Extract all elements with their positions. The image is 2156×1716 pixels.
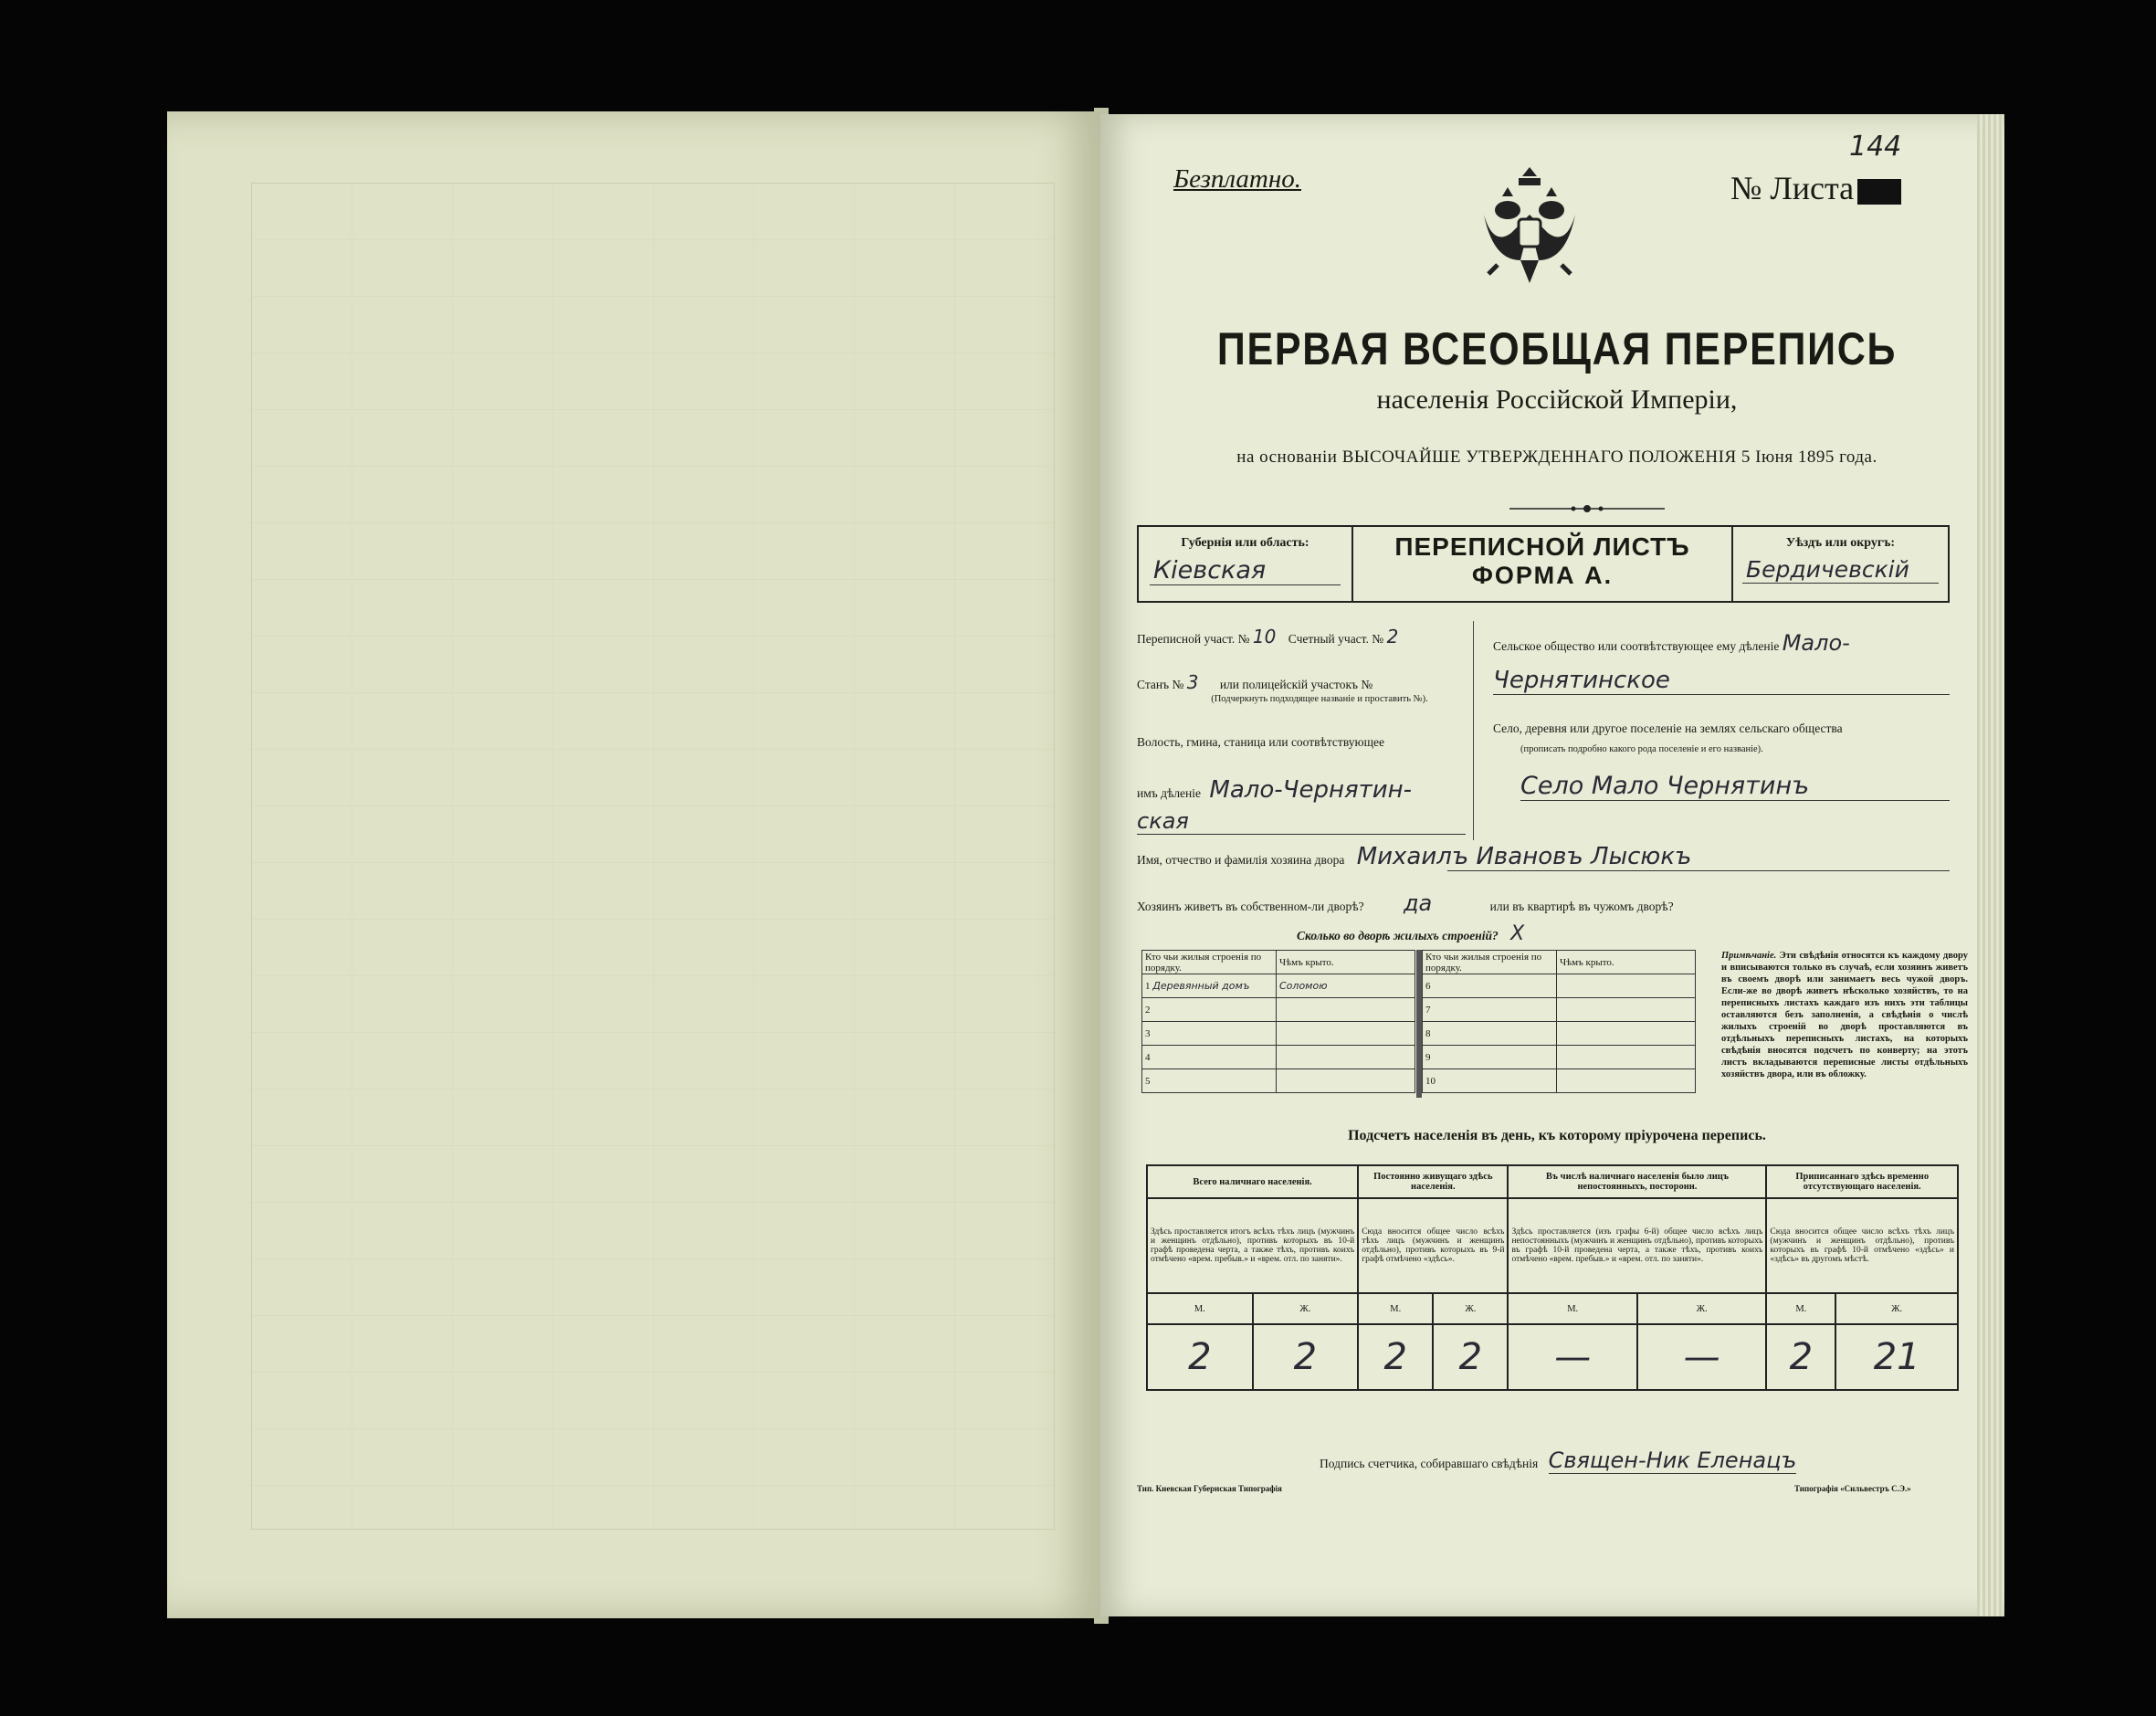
population-count-table <box>1146 1164 1959 1391</box>
table-row: 9 <box>1423 1046 1696 1069</box>
signature-line <box>1320 1448 1959 1473</box>
buildings-value: Х <box>1510 922 1525 945</box>
group-desc: Сюда вносится общее число всѣхъ тѣхъ лицъ (мужчинъ и женщинъ отдѣльно), противъ которыхъ въ 9-й графѣ отмѣчено «здѣсь». <box>1358 1198 1508 1293</box>
group-title: Приписаннаго здѣсь временно отсутствующаго населенія. <box>1766 1165 1958 1198</box>
owner-value: Михаилъ Ивановъ Лысюкъ <box>1356 843 1692 870</box>
group-title: Всего наличнаго населенія. <box>1147 1165 1358 1198</box>
table-row: 10 <box>1423 1069 1696 1093</box>
note-title: Примѣчаніе. <box>1721 951 1777 961</box>
district-box <box>1733 525 1950 603</box>
village-label: Село, деревня или другое поселеніе на землях сельскаго общества <box>1493 721 1843 735</box>
sex-label: М. <box>1508 1293 1636 1324</box>
village-value: Село Мало Чернятинъ <box>1520 772 1950 801</box>
signature-label: Подпись счетчика, собиравшаго свѣдѣнія <box>1320 1457 1539 1470</box>
group-title: Постоянно живущаго здѣсь населенія. <box>1358 1165 1508 1198</box>
underline-note: (Подчеркнуть подходящее названіе и проставить №). <box>1211 694 1428 704</box>
group-desc: Сюда вносится общее число всѣхъ тѣхъ лицъ (мужчинъ и женщинъ отдѣльно), противъ которыхъ въ графѣ 10-й отмѣчено «здѣсь» и «здѣсь» въ другомъ мѣстѣ. <box>1766 1198 1958 1293</box>
census-form-page <box>1100 114 2004 1616</box>
free-label: Безплатно. <box>1173 164 1301 194</box>
sex-label: Ж. <box>1253 1293 1359 1324</box>
sex-label: М. <box>1358 1293 1433 1324</box>
sex-label: Ж. <box>1835 1293 1958 1324</box>
table-row: 5 <box>1142 1069 1415 1093</box>
society-value-2: Чернятинское <box>1493 667 1950 695</box>
form-subtitle: населенія Россійской Имперіи, <box>1376 384 1738 415</box>
society-value: Мало- <box>1782 630 1850 656</box>
printer-left: Тип. Киевская Губернская Типографія <box>1137 1484 1282 1493</box>
counting-section-value: 2 <box>1386 626 1399 647</box>
table-row: 3 <box>1142 1022 1415 1046</box>
group-title: Въ числѣ наличнаго населенія было лицъ непостоянныхъ, посторонн. <box>1508 1165 1766 1198</box>
society-label: Сельское общество или соотвѣтствующее ему дѣленіе <box>1493 639 1780 653</box>
buildings-note <box>1721 950 1968 1080</box>
census-section-label: Переписной участ. № <box>1137 632 1250 646</box>
legal-basis: на основаніи ВЫСОЧАЙШЕ УТВЕРЖДЕННАГО ПОЛОЖЕНІЯ 5 Іюня 1895 года. <box>1236 447 1877 467</box>
count-value: 2 <box>1358 1324 1433 1390</box>
stan-line <box>1137 671 1502 693</box>
form-letter: ФОРМА А. <box>1471 562 1614 589</box>
buildings-label: Сколько во дворѣ жилыхъ строеній? <box>1297 929 1499 942</box>
society-line <box>1493 630 1968 656</box>
count-value: 2 <box>1147 1324 1253 1390</box>
admin-column-divider <box>1473 621 1474 840</box>
count-value: — <box>1637 1324 1766 1390</box>
sex-label: М. <box>1766 1293 1835 1324</box>
table-row: 4 <box>1142 1046 1415 1069</box>
owner-label: Имя, отчество и фамилія хозяина двора <box>1137 853 1345 867</box>
governorate-box <box>1137 525 1351 603</box>
stan-label: Станъ № <box>1137 678 1184 691</box>
count-title: Подсчетъ населенія въ день, къ которому пріурочена перепись. <box>1348 1128 1766 1143</box>
col-building-2: Кто чьи жилыя строенія по порядку. <box>1423 951 1557 974</box>
double-headed-eagle-emblem <box>1475 160 1584 297</box>
form-title: ПЕРВАЯ ВСЕОБЩАЯ ПЕРЕПИСЬ <box>1216 323 1898 374</box>
col-building: Кто чьи жилыя строенія по порядку. <box>1142 951 1277 974</box>
stan-value: 3 <box>1186 671 1199 693</box>
signature-value: Священ-Ник Еленацъ <box>1548 1448 1797 1473</box>
governorate-label: Губернія или область: <box>1181 536 1309 550</box>
table-row: 8 <box>1423 1022 1696 1046</box>
census-section-value: 10 <box>1252 626 1277 647</box>
lives-label-2: или въ квартирѣ въ чужомъ дворѣ? <box>1489 900 1674 913</box>
count-value: 21 <box>1835 1324 1958 1390</box>
note-text: Эти свѣдѣнія относятся къ каждому двору и вписываются только въ случаѣ, если хозяинъ живетъ въ своемъ дворѣ или занимаетъ весь чужой дворъ. Если-же во дворѣ живетъ нѣсколько хозяйствъ, то на переписныхъ листахъ каждаго изъ нихъ эти таблицы оставляются безъ заполненія, а свѣдѣнія о числѣ жилыхъ строеній во дворѣ проставляются въ отдѣльныхъ переписныхъ листахъ, на которыхъ свѣдѣнія вносятся подсчетъ по конверту; на этотъ листъ вкладываются переписные листы отдѣльныхъ хозяйствъ двора, или въ обложку. <box>1721 951 1969 1079</box>
buildings-table-left <box>1141 950 1415 1093</box>
printer-right: Типографія «Сильвестръ С.Э.» <box>1794 1484 1911 1493</box>
sex-label: Ж. <box>1637 1293 1766 1324</box>
sex-label: Ж. <box>1433 1293 1508 1324</box>
police-label: или полицейскій участокъ № <box>1219 678 1373 691</box>
page-stack-edge <box>1977 114 2003 1616</box>
form-name: ПЕРЕПИСНОЙ ЛИСТЪ <box>1394 532 1690 561</box>
group-desc: Здѣсь проставляется итогъ всѣхъ тѣхъ лицъ (мужчинъ и женщинъ отдѣльно), противъ которыхъ въ 10-й графѣ проведена черта, а также тѣхъ, противъ коихъ отмѣчено «врем. пребыв.» и «врем. отл. по заняти». <box>1147 1198 1358 1293</box>
lives-value: да <box>1403 890 1433 916</box>
volost-label-2: имъ дѣленіе <box>1137 786 1202 800</box>
census-section-line <box>1137 626 1502 647</box>
sheet-number-handwritten: 144 <box>1849 131 1902 163</box>
village-note: (прописать подробно какого рода поселеніе и его названіе). <box>1520 744 1763 754</box>
left-page-blank <box>167 111 1100 1618</box>
district-value: Бердичевскій <box>1742 556 1939 584</box>
count-value: 2 <box>1253 1324 1359 1390</box>
volost-value-2: ская <box>1137 808 1466 835</box>
left-page-frame <box>251 183 1055 1530</box>
col-roof: Чѣмъ крыто. <box>1277 951 1415 974</box>
owner-line <box>1137 843 1950 870</box>
volost-line <box>1137 776 1502 804</box>
col-roof-2: Чѣмъ крыто. <box>1557 951 1696 974</box>
ink-blot <box>1857 179 1901 205</box>
district-label: Уѣздъ или округъ: <box>1785 536 1896 550</box>
form-name-box <box>1351 525 1733 603</box>
volost-label: Волость, гмина, станица или соотвѣтствующее <box>1137 735 1384 749</box>
sheet-number <box>1730 131 1902 207</box>
count-value: 2 <box>1766 1324 1835 1390</box>
count-value: 2 <box>1433 1324 1508 1390</box>
counting-section-label: Счетный участ. № <box>1288 632 1384 646</box>
lives-line <box>1137 890 1950 916</box>
count-value: — <box>1508 1324 1636 1390</box>
lives-label: Хозяинъ живетъ въ собственном-ли дворѣ? <box>1137 900 1364 913</box>
sex-label: М. <box>1147 1293 1253 1324</box>
table-row: 7 <box>1423 998 1696 1022</box>
sheet-number-label: № Листа <box>1730 170 1855 206</box>
volost-value: Мало-Чернятин- <box>1209 776 1413 804</box>
table-row: 6 <box>1423 974 1696 998</box>
table-row: 1 Деревянный домъ Соломою <box>1142 974 1415 998</box>
buildings-table-right <box>1422 950 1696 1093</box>
governorate-value: Кіевская <box>1150 556 1341 585</box>
buildings-line <box>1297 922 1845 945</box>
ornament-divider <box>1509 502 1665 515</box>
table-row: 2 <box>1142 998 1415 1022</box>
owner-underline <box>1447 870 1950 871</box>
group-desc: Здѣсь проставляется (изъ графы 6-й) общее число всѣхъ лицъ непостоянныхъ (мужчинъ и женщинъ отдѣльно), противъ которыхъ въ графѣ 10-й проведена черта, а также тѣхъ, противъ коихъ отмѣчено «врем. пребыв.» и «врем. отл. по заняти». <box>1508 1198 1766 1293</box>
